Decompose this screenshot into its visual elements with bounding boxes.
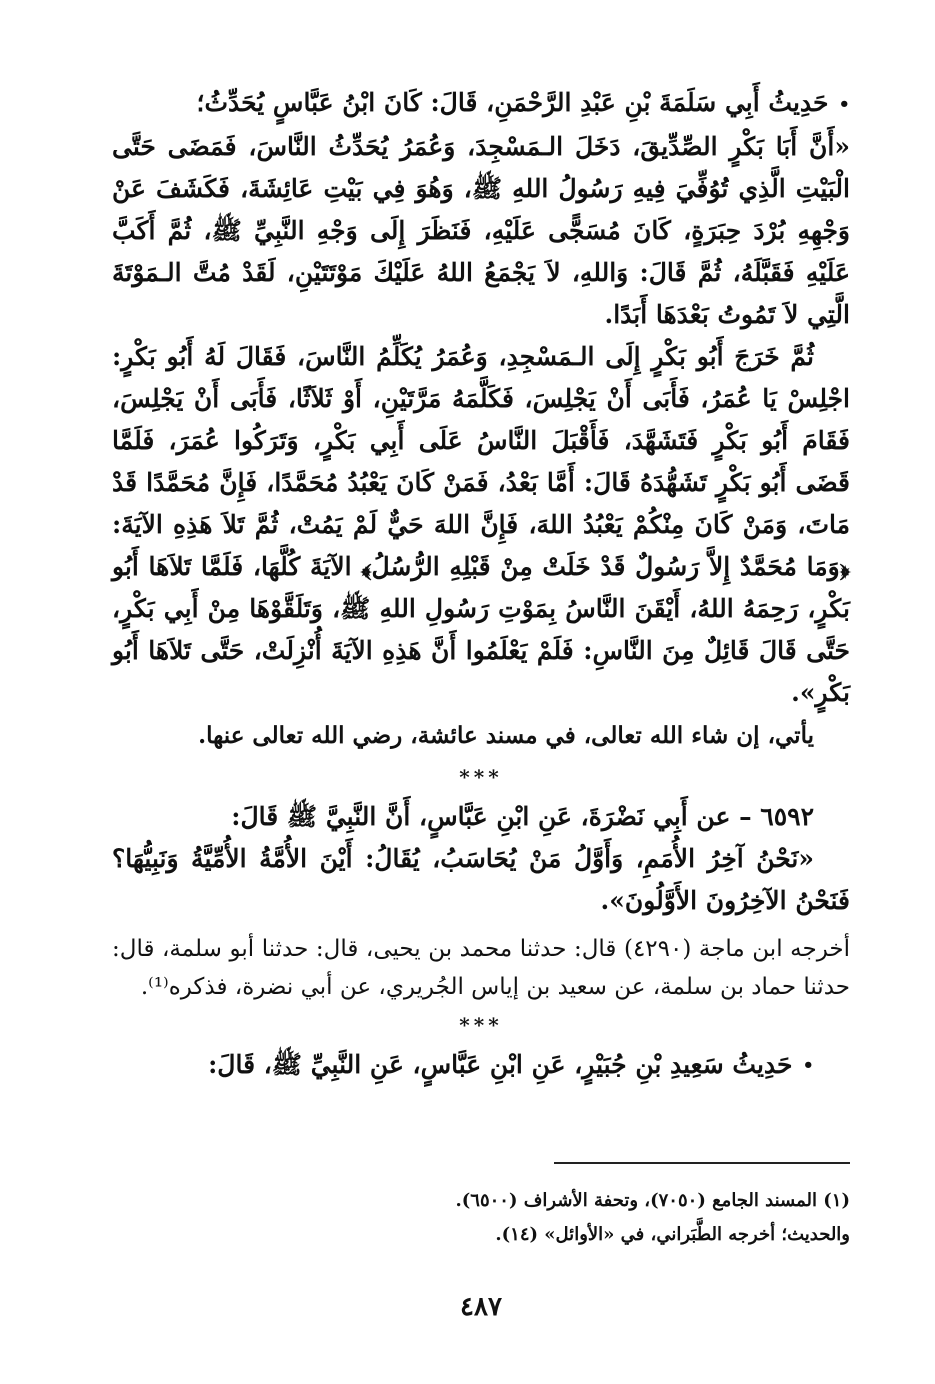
hadith-paragraph-1: «أَنَّ أَبَا بَكْرٍ الصِّدِّيقَ، دَخَلَ الـمَسْجِدَ، وَعُمَرُ يُحَدِّثُ النَّاسَ، فَمَضَى حَتَّى الْبَيْتِ الَّذِي تُوُفِّيَ فِيهِ رَسُولُ اللهِ ﷺ، وَهُوَ فِي بَيْتِ عَائِشَةَ، فَكَشَفَ عَنْ وَجْهِهِ بُرْدَ حِبَرَةٍ، كَانَ مُسَجًّى عَلَيْهِ، فَنَظَرَ إِلَى وَجْهِ النَّبِيِّ ﷺ، ثُمَّ أَكَبَّ عَلَيْهِ فَقَبَّلَهُ، ثُمَّ قَالَ: وَاللهِ، لاَ يَجْمَعُ اللهُ عَلَيْكَ مَوْتَتَيْنِ، لَقَدْ مُتَّ الـمَوْتَةَ الَّتِي لاَ تَمُوتُ بَعْدَهَا أَبَدًا. bbox=[112, 131, 850, 329]
cross-reference-note: يأتي، إن شاء الله تعالى، في مسند عائشة، رضي الله تعالى عنها. bbox=[198, 721, 814, 749]
footnote-line: (١) المسند الجامع (٧٠٥٠)، وتحفة الأشراف (٦٥٠٠). bbox=[455, 1190, 850, 1211]
section-separator: *** bbox=[459, 764, 503, 789]
hadith-intro-said-bin-jubair bbox=[112, 1044, 850, 1088]
hadith-paragraph-2: ثُمَّ خَرَجَ أَبُو بَكْرٍ إِلَى الـمَسْجِدِ، وَعُمَرُ يُكَلِّمُ النَّاسَ، فَقَالَ لَهُ أَبُو بَكْرٍ: اجْلِسْ يَا عُمَرُ، فَأَبَى أَنْ يَجْلِسَ، فَكَلَّمَهُ مَرَّتَيْنِ، أَوْ ثَلاَثًا، فَأَبَى أَنْ يَجْلِسَ، فَقَامَ أَبُو بَكْرٍ فَتَشَهَّدَ، فَأَقْبَلَ النَّاسُ عَلَى أَبِي بَكْرٍ، وَتَرَكُوا عُمَرَ، فَلَمَّا قَضَى أَبُو بَكْرٍ تَشَهُّدَهُ قَالَ: أَمَّا بَعْدُ، فَمَنْ كَانَ يَعْبُدُ مُحَمَّدًا، فَإِنَّ مُحَمَّدًا قَدْ مَاتَ، وَمَنْ كَانَ مِنْكُمْ يَعْبُدُ اللهَ، فَإِنَّ اللهَ حَيٌّ لَمْ يَمُتْ، ثُمَّ تَلاَ هَذِهِ الآيَةَ: ﴿وَمَا مُحَمَّدٌ إِلاَّ رَسُولٌ قَدْ خَلَتْ مِنْ قَبْلِهِ الرُّسُلُ﴾ الآيَةَ كُلَّهَا، فَلَمَّا تَلاَهَا أَبُو بَكْرٍ، رَحِمَهُ اللهُ، أَيْقَنَ النَّاسُ بِمَوْتِ رَسُولِ اللهِ ﷺ، وَتَلَقَّوْهَا مِنْ أَبِي بَكْرٍ، حَتَّى قَالَ قَائِلٌ مِنَ النَّاسِ: فَلَمْ يَعْلَمُوا أَنَّ هَذِهِ الآيَةَ أُنْزِلَتْ، حَتَّى تَلاَهَا أَبُو بَكْرٍ». bbox=[112, 341, 850, 707]
hadith-heading-6592: ٦٥٩٢ – عن أَبِي نَضْرَةَ، عَنِ ابْنِ عَبَّاسٍ، أَنَّ النَّبِيَّ ﷺ قَالَ: bbox=[231, 801, 814, 831]
page-number: ٤٨٧ bbox=[460, 1292, 502, 1322]
hadith-intro-text: حَدِيثُ أَبِي سَلَمَةَ بْنِ عَبْدِ الرَّحْمَنِ، قَالَ: كَانَ ابْنُ عَبَّاسٍ يُحَدِّثُ؛ bbox=[196, 88, 829, 117]
footnote-line: والحديث؛ أخرجه الطَّبَراني، في «الأوائل» (١٤). bbox=[495, 1224, 850, 1245]
takhrij-paragraph: أخرجه ابن ماجة (٤٢٩٠) قال: حدثنا محمد بن يحيى، قال: حدثنا أبو سلمة، قال: حدثنا حماد بن سلمة، عن سعيد بن إياس الجُريري، عن أبي نضرة، فذكره⁽¹⁾. bbox=[112, 935, 850, 1000]
footnote-divider bbox=[554, 1162, 850, 1164]
bullet-marker: • bbox=[838, 93, 850, 115]
footnotes bbox=[112, 1184, 850, 1252]
hadith-text-6592: «نَحْنُ آخِرُ الأُمَمِ، وَأَوَّلُ مَنْ يُحَاسَبُ، يُقَالُ: أَيْنَ الأُمَّةُ الأُمِّيَّةُ وَنَبِيُّهَا؟ فَنَحْنُ الآخِرُونَ الأَوَّلُونَ». bbox=[112, 843, 850, 915]
section-separator: *** bbox=[459, 1012, 503, 1037]
hadith-intro-text: حَدِيثُ سَعِيدِ بْنِ جُبَيْرٍ، عَنِ ابْنِ عَبَّاسٍ، عَنِ النَّبِيِّ ﷺ، قَالَ: bbox=[208, 1049, 793, 1079]
bullet-marker: • bbox=[802, 1055, 814, 1076]
hadith-intro-abu-salama bbox=[112, 82, 850, 126]
book-page bbox=[112, 82, 850, 1362]
